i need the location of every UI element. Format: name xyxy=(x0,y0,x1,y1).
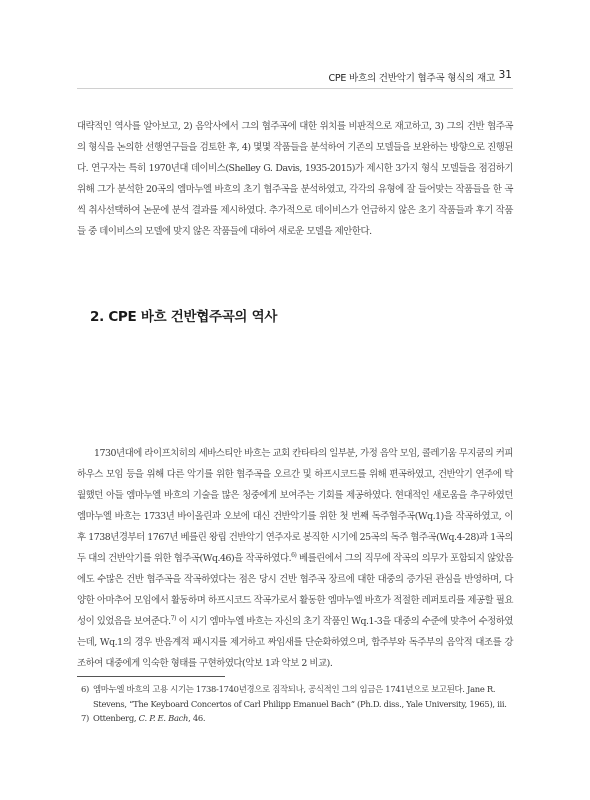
intro-paragraph-text: 대략적인 역사를 알아보고, 2) 음악사에서 그의 협주곡에 대한 위치를 비판적으로 재고하고, 3) 그의 건반 협주곡의 형식을 논의한 선행연구들을 검토한 후, 4) 몇몇 작품들을 분석하여 기존의 모델들을 보완하는 방향으로 진행된다. 연구자는 특히 1970년대 데이비스(Shelley G. Davis, 1935-2015)가 제시한 3가지 형식 모델들을 점검하기 위해 그가 분석한 20곡의 엠마누엘 바흐의 초기 협주곡을 분석하였고, 각각의 유형에 잘 들어맞는 작품들을 한 곡씩 취사선택하여 논문에 분석 결과를 제시하였다. 추가적으로 데이비스가 언급하지 않은 초기 작품들과 후기 작품들 중 데이비스의 모델에 맞지 않은 작품들에 대하여 새로운 모델을 제안한다. xyxy=(77,121,513,237)
footnote-text: 엠마누엘 바흐의 고용 시기는 1738-1740년경으로 짐작되나, 공식적인 그의 임금은 1741년으로 보고된다. Jane R. Stevens, “The Keyboard Concertos of Carl Philipp Emanuel Bach” (Ph.D. diss., Yale University, 1965), iii. xyxy=(93,684,507,709)
footnote-6 xyxy=(77,682,513,711)
running-header-title: CPE 바흐의 건반악기 협주곡 형식의 재고 xyxy=(328,73,495,84)
body-paragraph-text xyxy=(77,443,513,674)
footnotes xyxy=(77,682,513,726)
footnote-number: 6) xyxy=(81,684,89,694)
footnote-7 xyxy=(77,711,513,726)
footnote-text: Ottenberg, xyxy=(93,713,139,723)
body-text-part3: 이 시기 엠마누엘 바흐는 자신의 초기 작품인 Wq.1-3을 대중의 수준에 맞추어 수정하였는데, Wq.1의 경우 반음계적 패시지를 제거하고 짜임새를 단순화하였으며, 합주부와 독주부의 음악적 대조를 강조하여 대중에게 익숙한 형태를 구현하였다(악보 1과 악보 2 비교). xyxy=(77,616,514,669)
footnote-ref-6[interactable]: 6) xyxy=(291,551,297,559)
section-heading: 2. CPE 바흐 건반협주곡의 역사 xyxy=(90,309,278,325)
header-rule xyxy=(77,88,513,89)
page-number: 31 xyxy=(498,69,512,81)
footnote-book-title: C. P. E. Bach xyxy=(138,713,189,723)
footnote-text-tail: , 46. xyxy=(188,713,206,723)
footnote-rule xyxy=(77,676,225,677)
footnote-number: 7) xyxy=(81,713,89,723)
body-text-part2: 베를린에서 그의 직무에 작곡의 의무가 포함되지 않았음에도 수많은 건반 협주곡을 작곡하였다는 점은 당시 건반 협주곡 장르에 대한 대중의 증가된 관심을 반영하며, 다양한 아마추어 모임에서 활동하며 하프시코드 작곡가로서 활동한 엠마누엘 바흐가 적절한 레퍼토리를 제공할 필요성이 있었음을 보여준다. xyxy=(77,553,513,627)
footnote-ref-7[interactable]: 7) xyxy=(170,614,176,622)
intro-paragraph xyxy=(77,116,513,242)
body-paragraph xyxy=(77,443,513,674)
running-header xyxy=(0,70,590,86)
body-text-part1: 1730년대에 라이프치히의 세바스티안 바흐는 교회 칸타타의 일부분, 가정 음악 모임, 콜레기움 무지쿰의 커피하우스 모임 등을 위해 다른 악기를 위한 협주곡을 오르간 및 하프시코드를 위해 편곡하였고, 건반악기 연주에 탁월했던 아들 엠마누엘 바흐의 기술을 많은 청중에게 보여주는 기회를 제공하였다. 현대적인 새로움을 추구하였던 엠마누엘 바흐는 1733년 바이올린과 오보에 대신 건반악기를 위한 첫 번째 독주협주곡(Wq.1)을 작곡하였고, 이후 1738년경부터 1767년 베를린 왕립 건반악기 연주자로 봉직한 시기에 25곡의 독주 협주곡(Wq.4-28)과 1곡의 두 대의 건반악기를 위한 협주곡(Wq.46)을 작곡하였다. xyxy=(77,448,513,564)
